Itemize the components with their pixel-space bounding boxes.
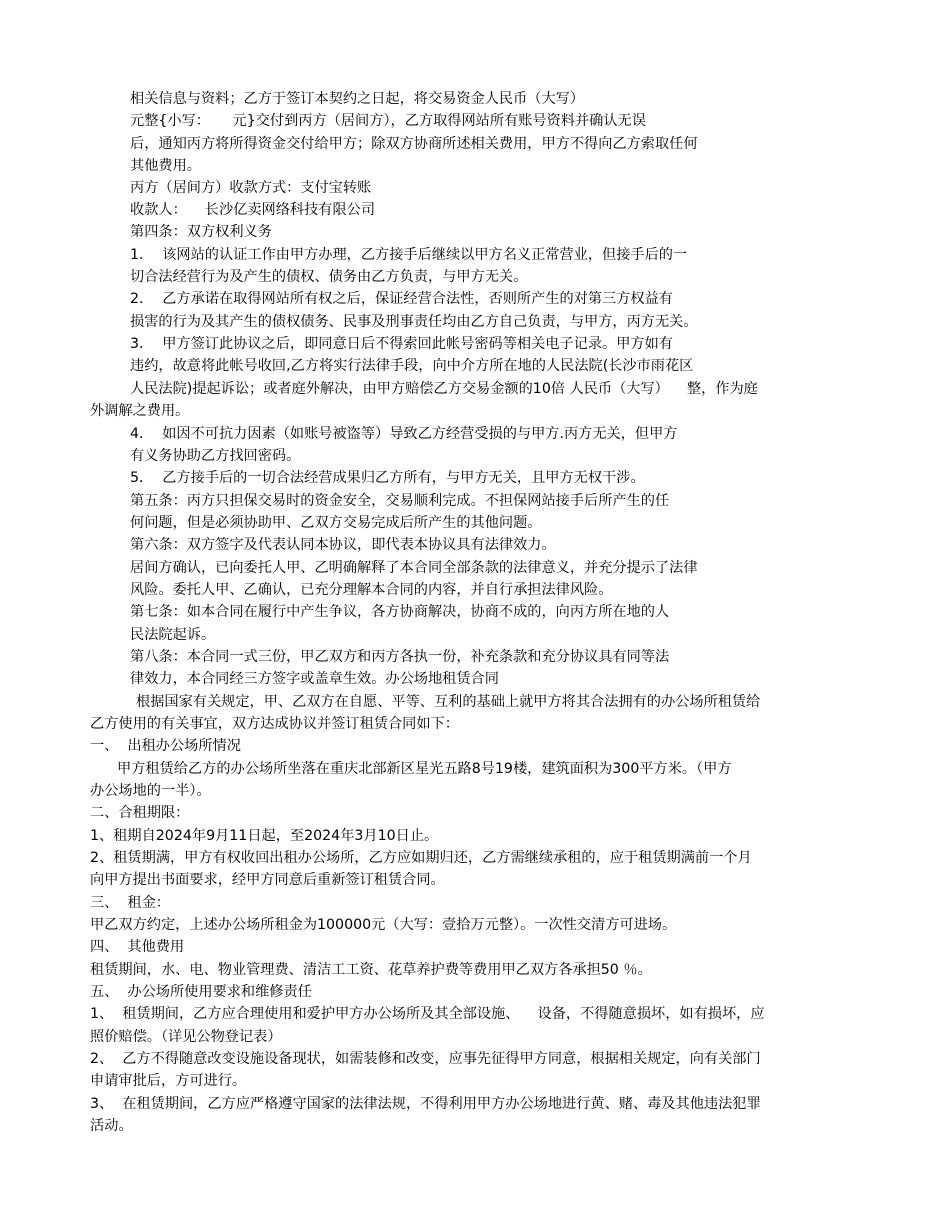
text-line: 2、租赁期满，甲方有权收回出租办公场所，乙方应如期归还，乙方需继续承租的，应于租赁期满前一个月 xyxy=(90,850,752,866)
text-line: 丙方（居间方）收款方式：支付宝转账 xyxy=(130,180,372,196)
text-line: 外调解之费用。 xyxy=(90,403,190,419)
section-heading: 一、 出租办公场所情况 xyxy=(90,738,241,754)
text-line: 活动。 xyxy=(90,1118,133,1134)
text-line: 5． 乙方接手后的一切合法经营成果归乙方所有，与甲方无关，且甲方无权干涉。 xyxy=(130,470,645,486)
text-line: 有义务协助乙方找回密码。 xyxy=(130,448,301,464)
text-line: 风险。委托人甲、乙确认，已充分理解本合同的内容，并自行承担法律风险。 xyxy=(130,582,613,598)
text-line: 第六条：双方签字及代表认同本协议，即代表本协议具有法律效力。 xyxy=(130,537,556,553)
section-heading: 四、 其他费用 xyxy=(90,939,185,955)
text-line: 租赁期间，水、电、物业管理费、清洁工工资、花草养护费等费用甲乙双方各承担50 ％。 xyxy=(90,962,652,978)
text-line: 3、 在租赁期间，乙方应严格遵守国家的法律法规，不得利用甲方办公场地进行黄、赌、毒及其他违法犯罪 xyxy=(90,1096,761,1112)
text-line: 收款人： 长沙亿卖网络科技有限公司 xyxy=(130,202,376,218)
text-line: 照价赔偿。（详见公物登记表） xyxy=(90,1029,282,1045)
text-line: 办公场地的一半）。 xyxy=(90,783,211,799)
text-line: 甲方租赁给乙方的办公场所坐落在重庆北部新区星光五路8号19楼，建筑面积为300平方米。（甲方 xyxy=(117,761,732,777)
text-line: 1、租期自2024年9月11日起，至2024年3月10日止。 xyxy=(90,828,439,844)
text-line: 损害的行为及其产生的债权债务、民事及刑事责任均由乙方自己负责，与甲方，丙方无关。 xyxy=(130,314,698,330)
text-line: 第八条：本合同一式三份，甲乙双方和丙方各执一份，补充条款和充分协议具有同等法 xyxy=(130,649,670,665)
text-line: 律效力，本合同经三方签字或盖章生效。办公场地租赁合同 xyxy=(130,671,499,687)
text-line: 第五条：丙方只担保交易时的资金安全，交易顺利完成。不担保网站接手后所产生的任 xyxy=(130,493,670,509)
text-line: 人民法院)提起诉讼；或者庭外解决，由甲方赔偿乙方交易金额的10倍 人民币（大写） 整，作为庭 xyxy=(130,381,758,397)
text-line: 4． 如因不可抗力因素（如账号被盗等）导致乙方经营受损的与甲方.丙方无关，但甲方 xyxy=(130,426,678,442)
text-line: 违约，故意将此帐号收回,乙方将实行法律手段，向中介方所在地的人民法院(长沙市雨花区 xyxy=(130,358,694,374)
text-line: 3． 甲方签订此协议之后，即同意日后不得索回此帐号密码等相关电子记录。甲方如有 xyxy=(130,336,673,352)
section-heading: 五、 办公场所使用要求和维修责任 xyxy=(90,984,312,1000)
text-line: 乙方使用的有关事宜，双方达成协议并签订租赁合同如下： xyxy=(90,716,459,732)
text-line: 2． 乙方承诺在取得网站所有权之后，保证经营合法性，否则所产生的对第三方权益有 xyxy=(130,291,673,307)
text-line: 切合法经营行为及产生的债权、债务由乙方负责，与甲方无关。 xyxy=(130,269,528,285)
text-line: 甲乙双方约定，上述办公场所租金为100000元（大写：壹拾万元整）。一次性交清方可进场。 xyxy=(90,917,677,933)
text-line: 申请审批后，方可进行。 xyxy=(90,1073,247,1089)
text-line: 向甲方提出书面要求，经甲方同意后重新签订租赁合同。 xyxy=(90,872,445,888)
text-line: 第七条：如本合同在履行中产生争议，各方协商解决，协商不成的，向丙方所在地的人 xyxy=(130,604,670,620)
text-line: 其他费用。 xyxy=(130,158,201,174)
section-heading: 二、合租期限： xyxy=(90,805,190,821)
text-line: 相关信息与资料；乙方于签订本契约之日起，将交易资金人民币（大写） xyxy=(130,91,585,107)
text-line: 何问题，但是必须协助甲、乙双方交易完成后所产生的其他问题。 xyxy=(130,515,542,531)
text-line: 2、 乙方不得随意改变设施设备现状，如需装修和改变，应事先征得甲方同意，根据相关规定，向有关部门 xyxy=(90,1051,761,1067)
text-line: 后，通知丙方将所得资金交付给甲方；除双方协商所述相关费用，甲方不得向乙方索取任何 xyxy=(130,136,698,152)
text-line: 1、 租赁期间，乙方应合理使用和爱护甲方办公场所及其全部设施、 设备，不得随意损坏，如有损坏，应 xyxy=(90,1006,765,1022)
text-line: 元整{小写： 元}交付到丙方（居间方），乙方取得网站所有账号资料并确认无误 xyxy=(130,113,646,129)
section-heading: 三、 租金： xyxy=(90,895,170,911)
text-line: 民法院起诉。 xyxy=(130,627,216,643)
text-line: 根据国家有关规定，甲、乙双方在自愿、平等、互利的基础上就甲方将其合法拥有的办公场所租赁给 xyxy=(136,694,761,710)
text-line: 1． 该网站的认证工作由甲方办理，乙方接手后继续以甲方名义正常营业，但接手后的一 xyxy=(130,247,688,263)
section-heading: 第四条：双方权利义务 xyxy=(130,224,272,240)
text-line: 居间方确认，已向委托人甲、乙明确解释了本合同全部条款的法律意义，并充分提示了法律 xyxy=(130,560,698,576)
